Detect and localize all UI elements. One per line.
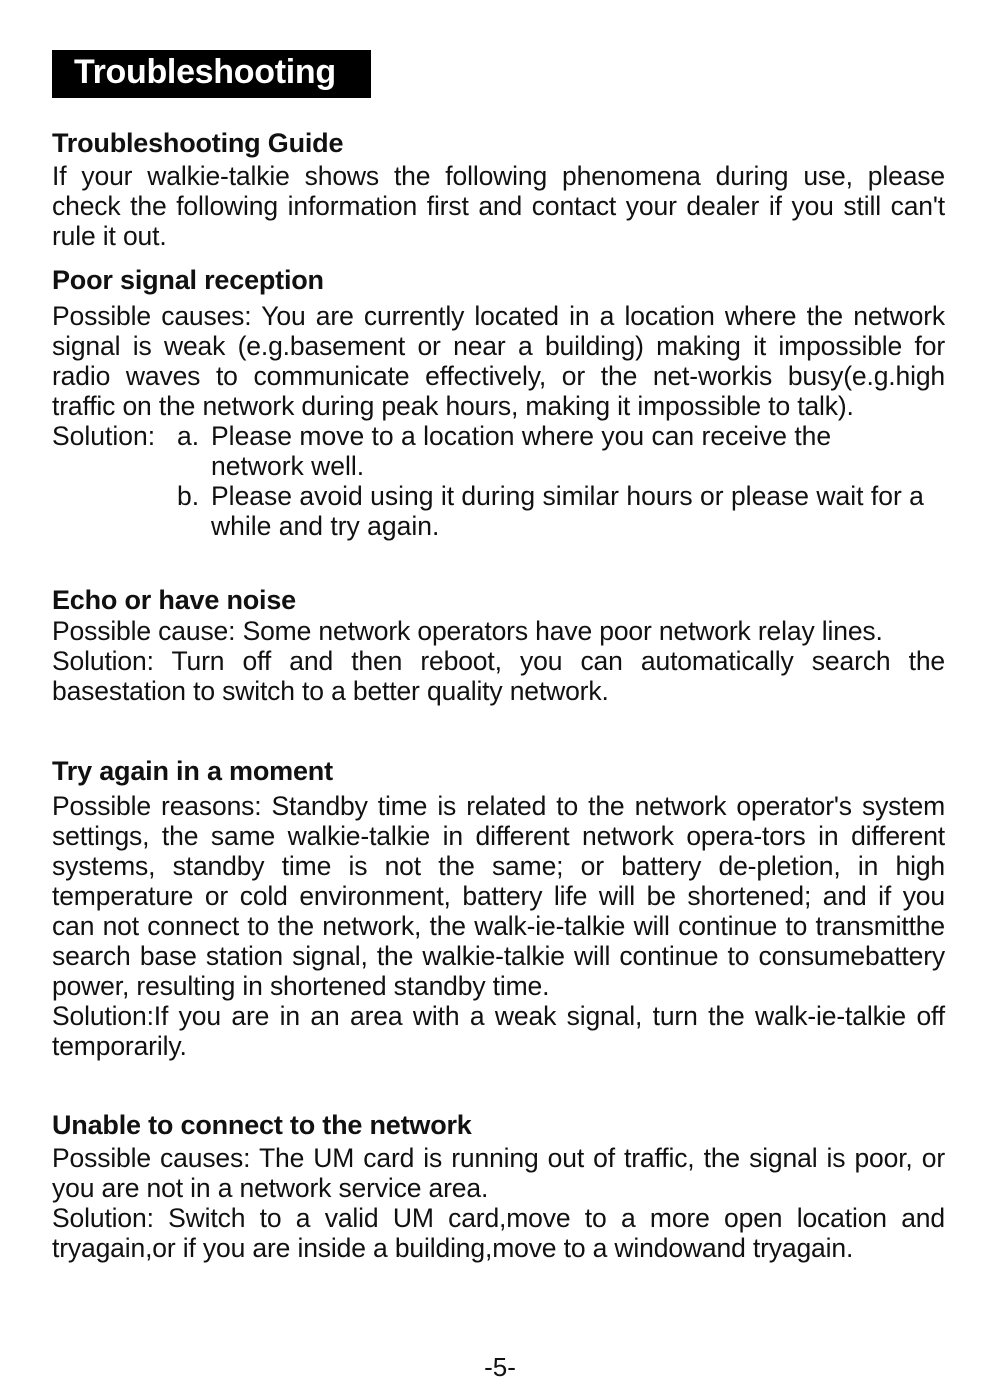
guide-section — [52, 128, 945, 251]
try-again-section — [52, 756, 945, 1061]
solution-label-spacer — [52, 481, 177, 541]
unable-connect-solution: Solution: Switch to a valid UM card,move to a more open location and tryagain,or if you are inside a building,move to a windowand tryagain. — [52, 1203, 945, 1263]
section-banner-title: Troubleshooting — [74, 53, 336, 91]
poor-signal-solution-a — [52, 421, 945, 481]
guide-text: If your walkie-talkie shows the following phenomena during use, please check the following information first and contact your dealer if you still can't rule it out. — [52, 161, 945, 251]
echo-causes: Possible cause: Some network operators have poor network relay lines. — [52, 616, 883, 646]
guide-heading: Troubleshooting Guide — [52, 128, 344, 158]
try-again-solution: Solution:If you are in an area with a weak signal, turn the walk-ie-talkie off temporarily. — [52, 1001, 945, 1061]
poor-signal-causes: Possible causes: You are currently located in a location where the network signal is weak (e.g.basement or near a building) making it impossible for radio waves to communicate effectively, or the net-workis busy(e.g.high traffic on the network during peak hours, making it impossible to talk). — [52, 301, 945, 421]
unable-connect-causes: Possible causes: The UM card is running out of traffic, the signal is poor, or you are not in a network service area. — [52, 1143, 945, 1203]
solution-text: Please move to a location where you can receive the network well. — [211, 421, 832, 481]
poor-signal-section — [52, 265, 945, 541]
solution-label: Solution: — [52, 421, 156, 451]
poor-signal-solution-b — [52, 481, 945, 541]
try-again-heading: Try again in a moment — [52, 756, 333, 786]
echo-section — [52, 585, 945, 706]
solution-letter: a. — [177, 421, 200, 451]
echo-heading: Echo or have noise — [52, 585, 296, 615]
echo-solution: Solution: Turn off and then reboot, you can automatically search the basestation to switch to a better quality network. — [52, 646, 945, 706]
section-banner — [52, 50, 371, 98]
page-number: -5- — [484, 1352, 516, 1382]
unable-connect-heading: Unable to connect to the network — [52, 1110, 472, 1140]
solution-letter: b. — [177, 481, 200, 511]
solution-text: Please avoid using it during similar hours or please wait for a while and try again. — [211, 481, 924, 541]
unable-connect-section — [52, 1110, 945, 1263]
try-again-causes: Possible reasons: Standby time is related to the network operator's system settings, the same walkie-talkie in different network opera-tors in different systems, standby time is not the same; or battery de-pletion, in high temperature or cold environment, battery life will be shortened; and if you can not connect to the network, the walk-ie-talkie will continue to transmitthe search base station signal, the walkie-talkie will continue to consumebattery power, resulting in shortened standby time. — [52, 791, 945, 1001]
poor-signal-heading: Poor signal reception — [52, 265, 324, 295]
